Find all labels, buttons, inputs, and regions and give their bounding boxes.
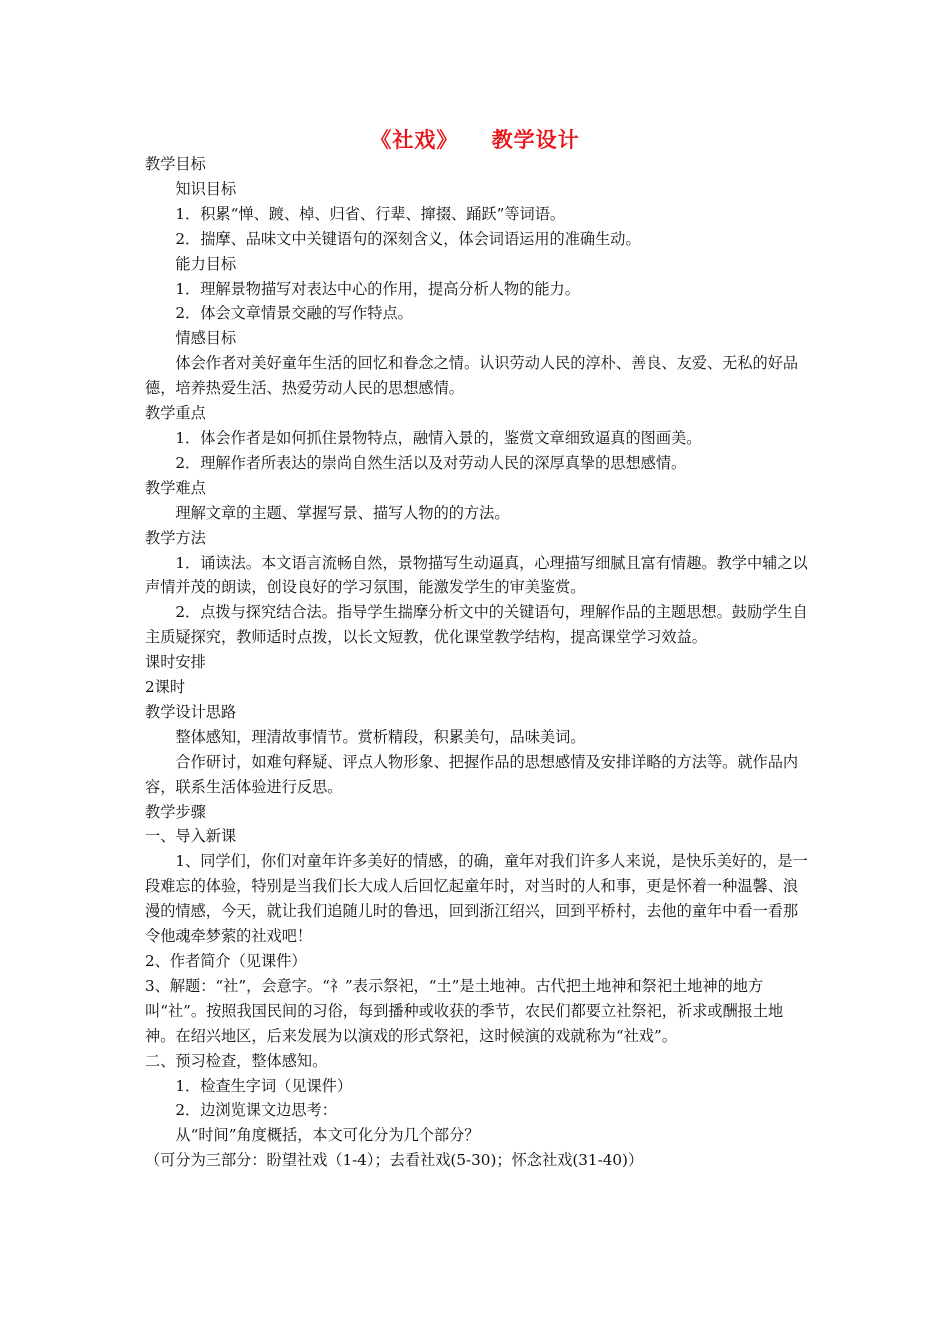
paragraph: 合作研讨，如难句释疑、评点人物形象、把握作品的思想感情及安排详略的方法等。就作品内容，联系生活体验进行反思。	[145, 752, 799, 796]
section-heading: 教学目标	[145, 155, 206, 173]
document-title: 《社戏》 教学设计	[370, 128, 580, 152]
paragraph: （可分为三部分：盼望社戏（1-4）；去看社戏(5-30)；怀念社戏(31-40)）	[145, 1151, 644, 1170]
paragraph: 1．检查生字词（见课件）	[175, 1076, 353, 1095]
section-heading: 一、导入新课	[145, 827, 237, 846]
section-heading: 教学步骤	[145, 802, 206, 821]
section-heading: 2、作者简介（见课件）	[145, 952, 307, 970]
section-heading: 教学设计思路	[145, 702, 237, 721]
paragraph: 1．体会作者是如何抓住景物特点，融情入景的，鉴赏文章细致逼真的图画美。	[175, 428, 702, 447]
paragraph: 2．点拨与探究结合法。指导学生揣摩分析文中的关键语句，理解作品的主题思想。鼓励学生自主质疑探究，教师适时点拨，以长文短教，优化课堂教学结构，提高课堂学习效益。	[145, 603, 808, 647]
paragraph: 1、同学们，你们对童年许多美好的情感，的确，童年对我们许多人来说，是快乐美好的，是一段难忘的体验，特别是当我们长大成人后回忆起童年时，对当时的人和事，更是怀着一种温馨、浪漫的情感，今天，就让我们追随儿时的鲁迅，回到浙江绍兴，回到平桥村，去他的童年中看一看那令他魂牵梦萦的社戏吧！	[145, 852, 808, 946]
paragraph: 情感目标	[175, 329, 237, 348]
paragraph: 从“时间”角度概括，本文可化分为几个部分？	[175, 1126, 480, 1145]
paragraph: 知识目标	[175, 179, 237, 198]
section-heading: 教学难点	[145, 478, 206, 497]
paragraph: 2．揣摩、品味文中关键语句的深刻含义，体会词语运用的准确生动。	[175, 229, 641, 248]
paragraph: 1．积累“惮、踱、棹、归省、行辈、撺掇、踊跃”等词语。	[175, 204, 566, 223]
document-body	[145, 152, 810, 1173]
paragraph: 1．理解景物描写对表达中心的作用，提高分析人物的能力。	[175, 279, 580, 298]
paragraph: 整体感知，理清故事情节。赏析精段，积累美句，品味美词。	[175, 727, 586, 746]
paragraph: 2．理解作者所表达的崇尚自然生活以及对劳动人民的深厚真挚的思想感情。	[175, 453, 687, 472]
paragraph: 理解文章的主题、掌握写景、描写人物的的方法。	[175, 503, 510, 522]
section-heading: 课时安排	[145, 653, 206, 672]
section-heading: 3、解题：“社”，会意字。“礻”表示祭祀，“土”是土地神。古代把土地神和祭祀土地神的地方叫“社”。按照我国民间的习俗，每到播种或收获的季节，农民们都要立社祭祀，祈求或酬报土地神。在绍兴地区，后来发展为以演戏的形式祭祀，这时候演的戏就称为“社戏”。	[145, 976, 784, 1045]
section-heading: 2课时	[145, 678, 186, 697]
paragraph: 2．边浏览课文边思考：	[175, 1101, 337, 1120]
paragraph: 体会作者对美好童年生活的回忆和眷念之情。认识劳动人民的淳朴、善良、友爱、无私的好品德，培养热爱生活、热爱劳动人民的思想感情。	[145, 354, 799, 398]
section-heading: 教学方法	[145, 528, 206, 547]
paragraph: 能力目标	[175, 254, 237, 273]
section-heading: 教学重点	[145, 404, 206, 423]
paragraph: 2．体会文章情景交融的写作特点。	[175, 304, 413, 323]
paragraph: 1．诵读法。本文语言流畅自然，景物描写生动逼真，心理描写细腻且富有情趣。教学中辅之以声情并茂的朗读，创设良好的学习氛围，能激发学生的审美鉴赏。	[145, 553, 808, 597]
section-heading: 二、预习检查，整体感知。	[145, 1051, 328, 1070]
